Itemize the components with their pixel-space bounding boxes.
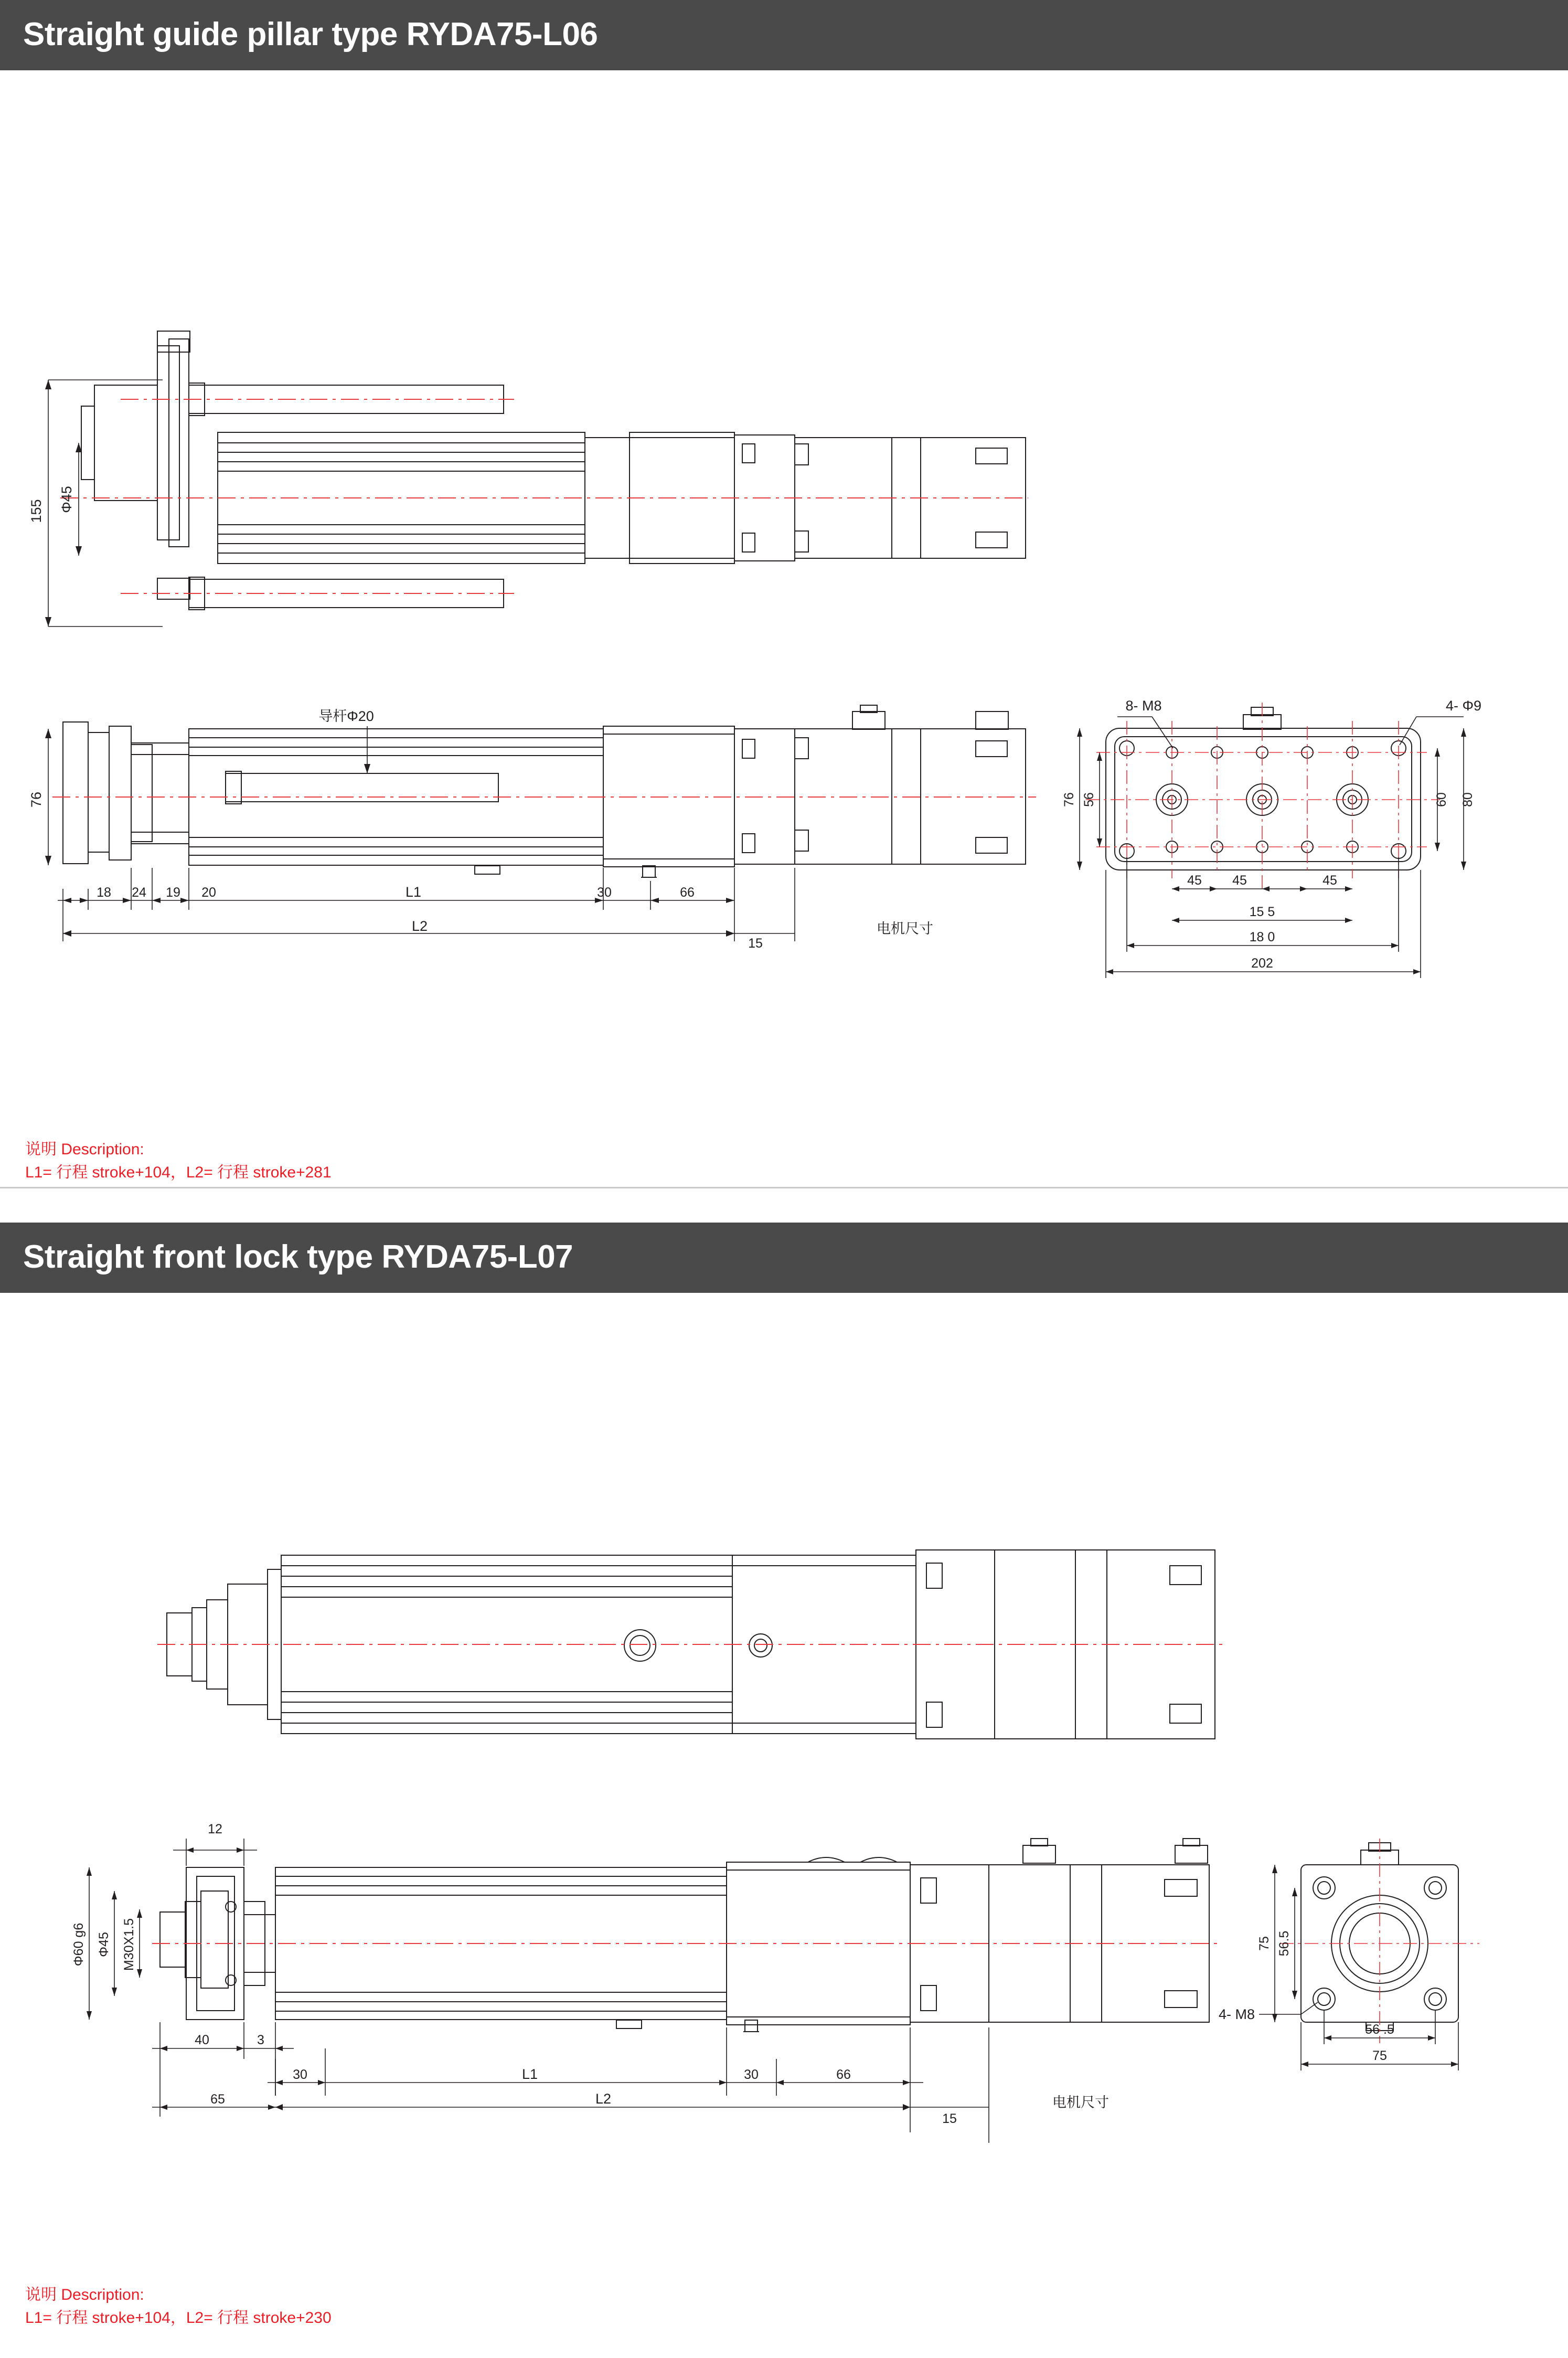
dim-ev-60: 60 [1434, 792, 1449, 807]
dim-40: 40 [195, 2033, 209, 2047]
label-8-M8: 8- M8 [1125, 698, 1162, 714]
dim-155: 155 [28, 499, 44, 523]
dim-L2: L2 [411, 918, 428, 934]
label-motor-size-l07: 电机尺寸 [1052, 2095, 1109, 2110]
description-l07 [25, 2283, 332, 2329]
dim-ev-45-a: 45 [1187, 873, 1202, 888]
dim-18: 18 [97, 885, 111, 900]
dim-ev-180: 18 0 [1249, 930, 1275, 944]
label-guide-rod: 导杆Φ20 [318, 708, 374, 724]
dim-ev-80: 80 [1460, 792, 1475, 807]
dim-ev-75: 75 [1257, 1936, 1272, 1951]
description-label-cn-l06: 说明 [25, 1141, 57, 1158]
dim-66-l07: 66 [836, 2067, 851, 2082]
technical-drawing-l06 [0, 70, 1568, 1099]
dim-12: 12 [208, 1822, 222, 1836]
dim-ev-56: 56 [1082, 792, 1096, 807]
dim-m30x1-5: M30X1.5 [122, 1918, 136, 1971]
description-label-en-l06: Description: [61, 1141, 144, 1158]
dim-ev-76: 76 [1062, 792, 1076, 807]
dim-3: 3 [257, 2033, 264, 2047]
dim-L2-l07: L2 [595, 2091, 612, 2107]
dim-24: 24 [132, 885, 146, 900]
dim-20: 20 [201, 885, 216, 900]
description-label-en-l07: Description: [61, 2286, 144, 2303]
dim-ev-45-c: 45 [1322, 873, 1337, 888]
section-title-l07: Straight front lock type RYDA75-L07 [0, 1223, 1568, 1293]
dim-30-a-l07: 30 [293, 2067, 307, 2082]
section-title-l06: Straight guide pillar type RYDA75-L06 [0, 0, 1568, 70]
dim-15-l07: 15 [942, 2111, 957, 2126]
dim-30: 30 [597, 885, 612, 900]
dim-76-left: 76 [28, 791, 44, 808]
label-4-phi9: 4- Φ9 [1445, 698, 1482, 714]
description-text-l06: L1= 行程 stroke+104，L2= 行程 stroke+281 [25, 1163, 332, 1181]
dim-ev-155: 15 5 [1249, 905, 1275, 919]
dim-L1: L1 [405, 884, 422, 900]
label-4-M8-l07: 4- M8 [1218, 2006, 1255, 2022]
dim-L1-l07: L1 [521, 2066, 538, 2082]
dim-ev-75-h: 75 [1372, 2048, 1387, 2063]
drawing-area-l06 [0, 70, 1568, 1181]
dim-phi60g6: Φ60 g6 [71, 1922, 86, 1967]
dim-phi45: Φ45 [59, 486, 74, 513]
dim-15: 15 [748, 936, 763, 951]
description-text-l07: L1= 行程 stroke+104，L2= 行程 stroke+230 [25, 2309, 332, 2327]
technical-drawing-l07 [0, 1293, 1568, 2358]
dim-30-b-l07: 30 [744, 2067, 759, 2082]
description-l06 [25, 1138, 332, 1184]
dim-19: 19 [166, 885, 180, 900]
dim-ev-45-b: 45 [1232, 873, 1247, 888]
dim-ev-56-5-h: 56 .5 [1365, 2022, 1394, 2037]
section-l07 [0, 1223, 1568, 2358]
dim-66: 66 [680, 885, 695, 900]
section-divider [0, 1187, 1568, 1188]
description-label-cn-l07: 说明 [25, 2286, 57, 2303]
dim-65: 65 [210, 2092, 225, 2107]
dim-phi45-l07: Φ45 [97, 1932, 111, 1957]
dim-ev-56-5: 56.5 [1277, 1930, 1292, 1957]
drawing-area-l07 [0, 1293, 1568, 2358]
dim-ev-202: 202 [1251, 956, 1273, 971]
label-motor-size: 电机尺寸 [877, 921, 933, 937]
